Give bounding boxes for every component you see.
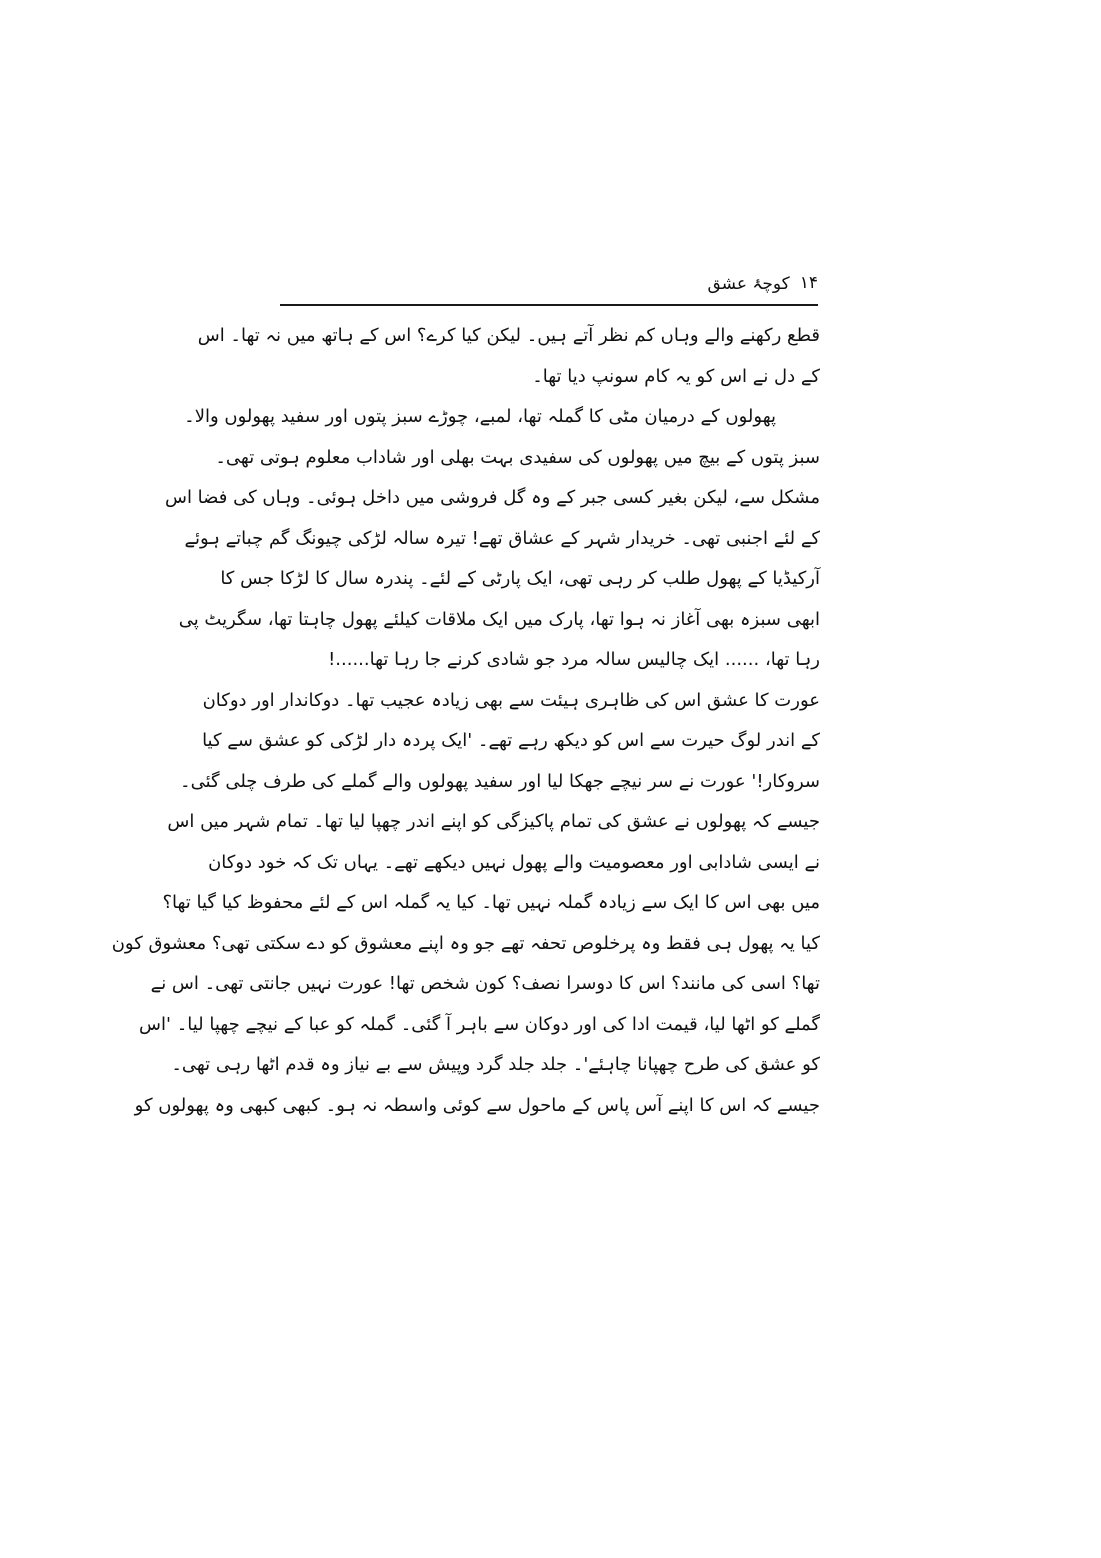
text-line: عورت کا عشق اس کی ظاہری ہیئت سے بھی زیادہ عجیب تھا۔ دوکاندار اور دوکان bbox=[202, 689, 820, 711]
text-line: کو عشق کی طرح چھپانا چاہئے'۔ جلد جلد گرد وپیش سے بے نیاز وہ قدم اٹھا رہی تھی۔ bbox=[171, 1054, 820, 1075]
body-text bbox=[111, 316, 820, 1126]
text-line: سبز پتوں کے بیچ میں پھولوں کی سفیدی بہت بھلی اور شاداب معلوم ہوتی تھی۔ bbox=[215, 446, 820, 468]
text-line: ابھی سبزہ بھی آغاز نہ ہوا تھا، پارک میں ایک ملاقات کیلئے پھول چاہتا تھا، سگریٹ پی bbox=[178, 608, 820, 630]
text-line: جیسے کہ اس کا اپنے آس پاس کے ماحول سے کوئی واسطہ نہ ہو۔ کبھی کبھی وہ پھولوں کو bbox=[134, 1094, 820, 1116]
text-line: رہا تھا، ...... ایک چالیس سالہ مرد جو شادی کرنے جا رہا تھا......! bbox=[328, 649, 820, 670]
text-line: گملے کو اٹھا لیا، قیمت ادا کی اور دوکان سے باہر آ گئی۔ گملہ کو عبا کے نیچے چھپا لیا۔ 'اس bbox=[139, 1013, 820, 1035]
text-line: نے ایسی شادابی اور معصومیت والے پھول نہیں دیکھے تھے۔ یہاں تک کہ خود دوکان bbox=[208, 851, 820, 873]
text-line: جیسے کہ پھولوں نے عشق کی تمام پاکیزگی کو اپنے اندر چھپا لیا تھا۔ تمام شہر میں اس bbox=[167, 811, 820, 832]
text-line: پھولوں کے درمیان مٹی کا گملہ تھا، لمبے، چوڑے سبز پتوں اور سفید پھولوں والا۔ bbox=[184, 406, 776, 427]
page-header bbox=[278, 268, 818, 298]
page-number: ۱۴ bbox=[799, 273, 818, 293]
text-line: کے اندر لوگ حیرت سے اس کو دیکھ رہے تھے۔ 'ایک پردہ دار لڑکی کو عشق سے کیا bbox=[202, 730, 820, 751]
text-line: قطع رکھنے والے وہاں کم نظر آتے ہیں۔ لیکن کیا کرے؟ اس کے ہاتھ میں نہ تھا۔ اس bbox=[197, 325, 820, 346]
text-line: سروکار!' عورت نے سر نیچے جھکا لیا اور سفید پھولوں والے گملے کی طرف چلی گئی۔ bbox=[180, 770, 820, 792]
text-line: کے لئے اجنبی تھی۔ خریدار شہر کے عشاق تھے! تیرہ سالہ لڑکی چیونگ گم چباتے ہوئے bbox=[184, 527, 820, 549]
text-line: کیا یہ پھول ہی فقط وہ پرخلوص تحفہ تھے جو وہ اپنے معشوق کو دے سکتی تھی؟ معشوق کون bbox=[111, 932, 820, 954]
running-title: کوچۂ عشق bbox=[707, 273, 790, 294]
text-line: کے دل نے اس کو یہ کام سونپ دیا تھا۔ bbox=[532, 365, 820, 387]
text-line: میں بھی اس کا ایک سے زیادہ گملہ نہیں تھا۔ کیا یہ گملہ اس کے لئے محفوظ کیا گیا تھا؟ bbox=[162, 892, 820, 913]
text-line: تھا؟ اسی کی مانند؟ اس کا دوسرا نصف؟ کون شخص تھا! عورت نہیں جانتی تھی۔ اس نے bbox=[150, 973, 820, 994]
text-line: آرکیڈیا کے پھول طلب کر رہی تھی، ایک پارٹی کے لئے۔ پندرہ سال کا لڑکا جس کا bbox=[220, 568, 820, 589]
text-line: مشکل سے، لیکن بغیر کسی جبر کے وہ گل فروشی میں داخل ہوئی۔ وہاں کی فضا اس bbox=[164, 487, 820, 508]
header-rule bbox=[280, 304, 818, 306]
